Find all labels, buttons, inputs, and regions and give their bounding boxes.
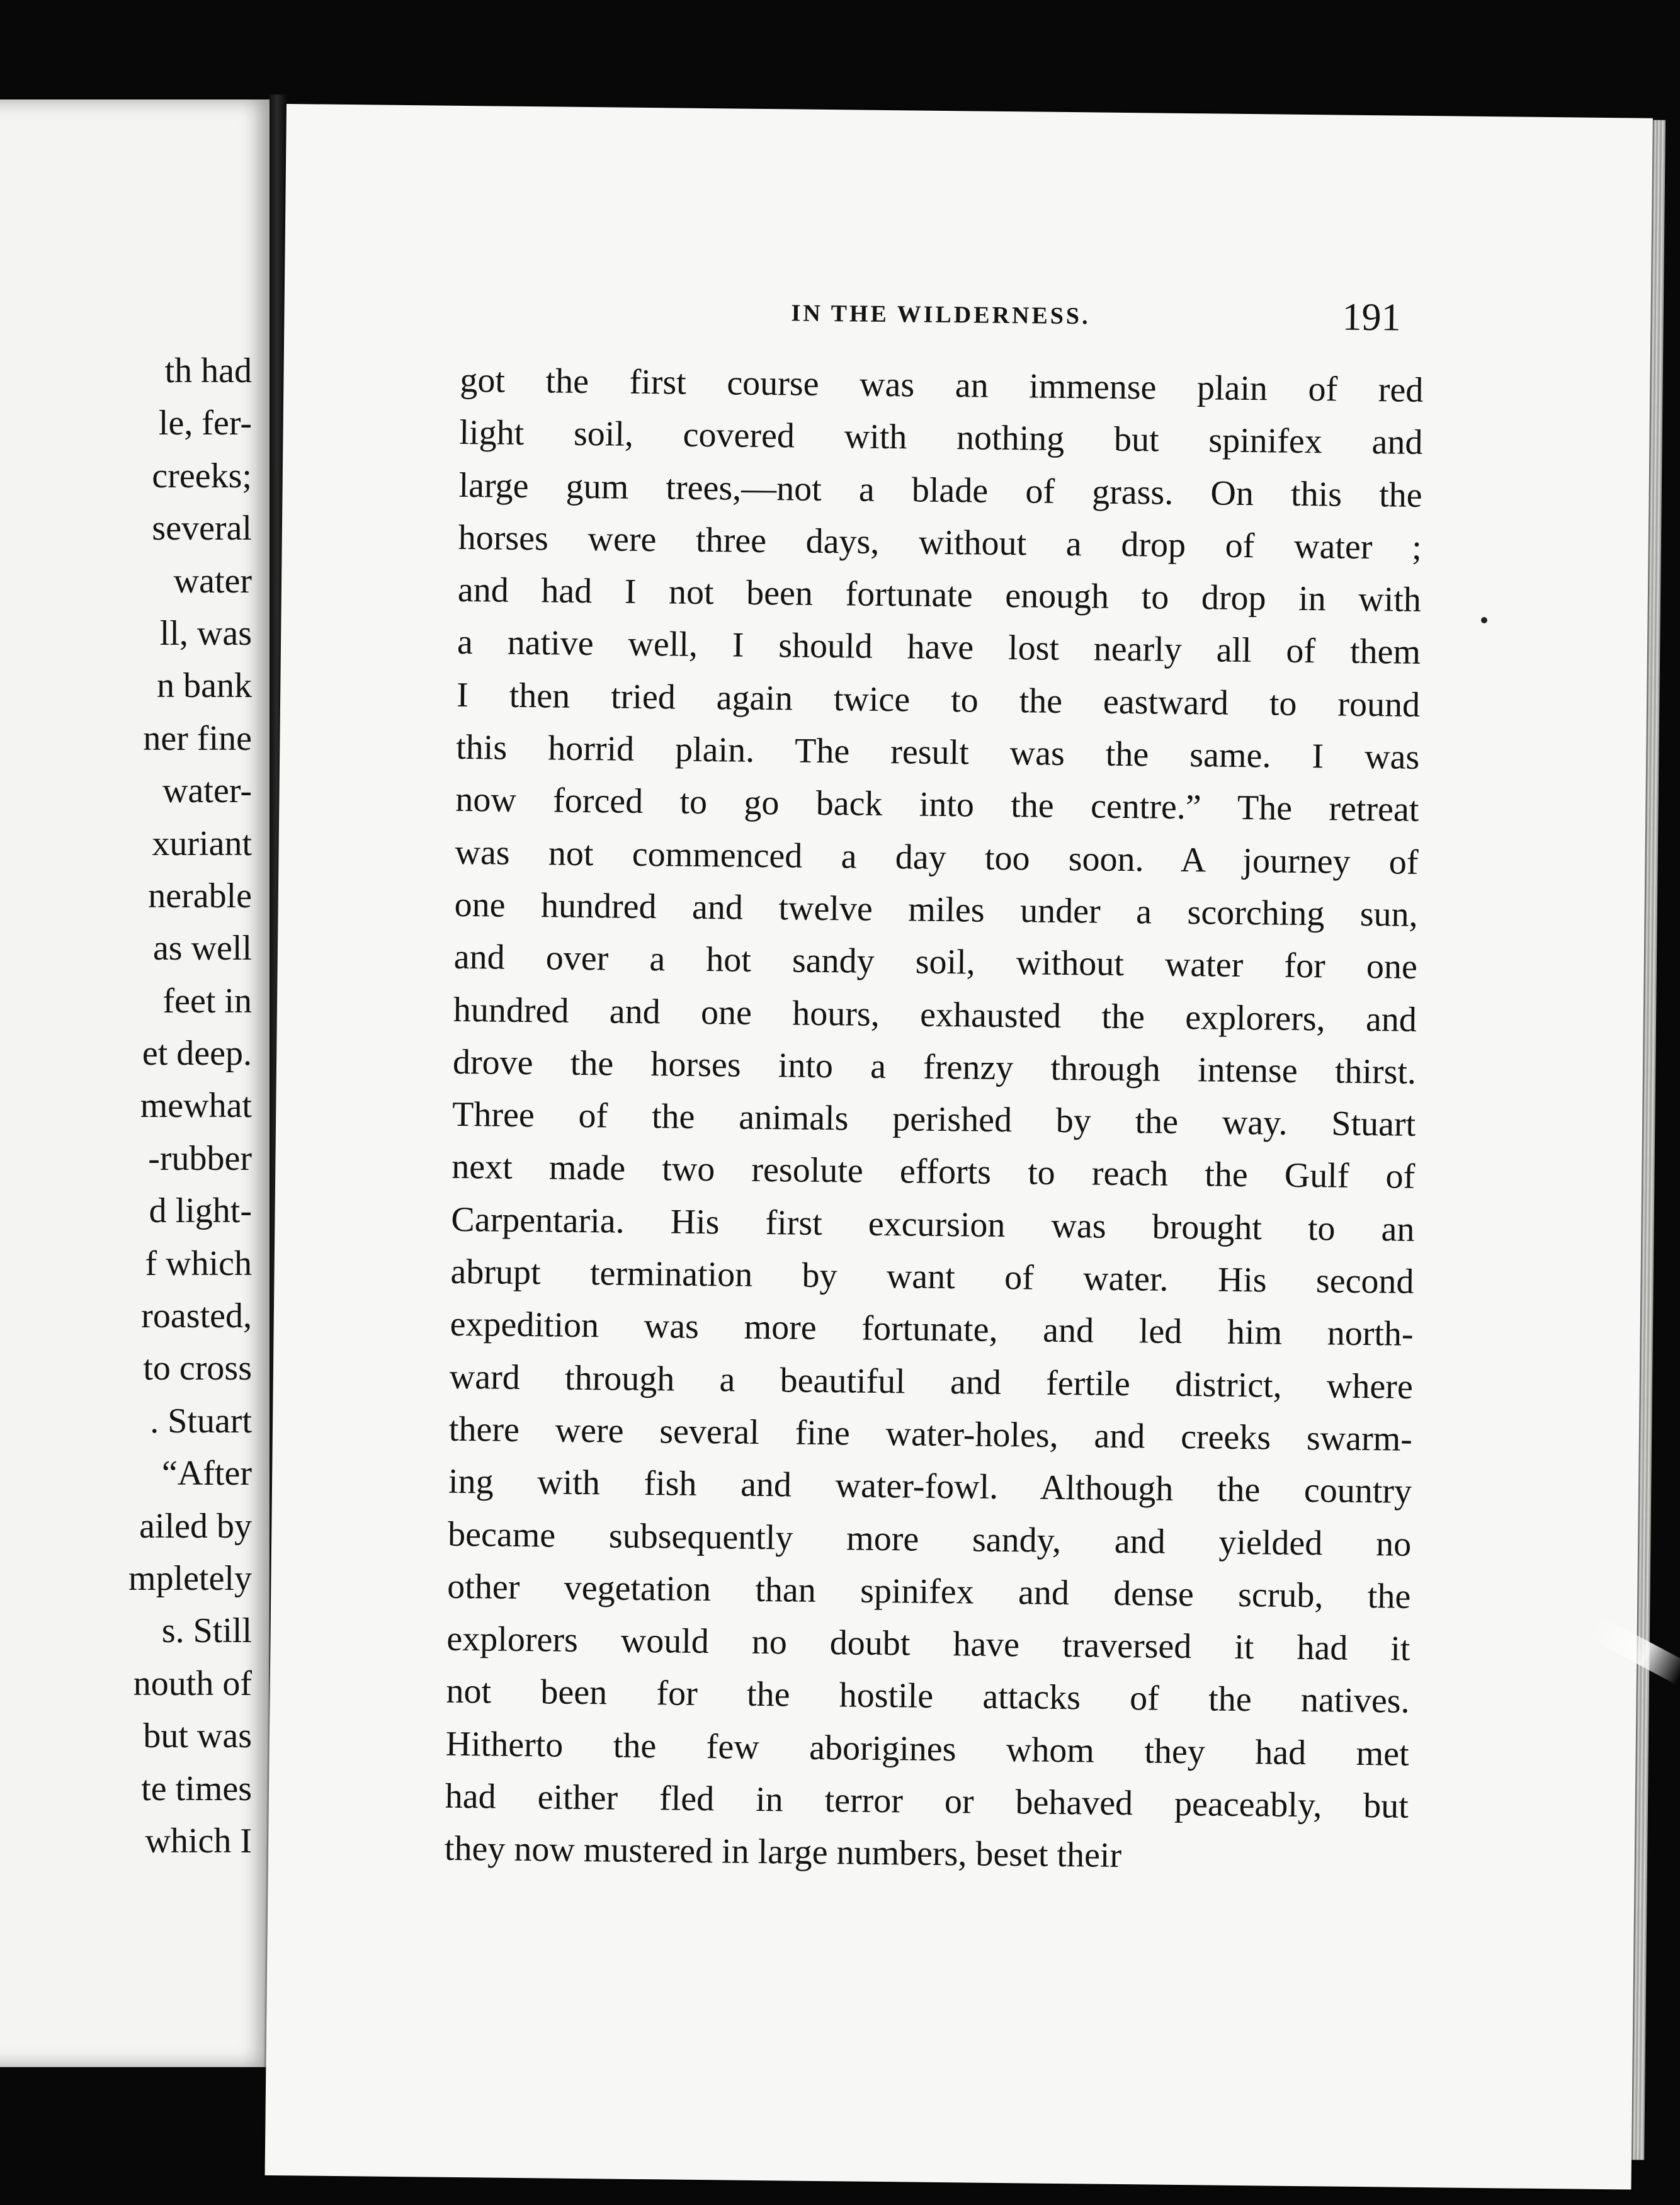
left-line: d light- [149,1191,252,1231]
text-line: large gum trees,—not a blade of grass. On this the [458,465,1422,515]
left-facing-page [0,99,271,2067]
left-line: feet in [162,981,252,1021]
left-line: to cross [143,1349,252,1388]
left-line: . Stuart [150,1401,252,1441]
text-line: had either fled in terror or behaved peaceably, but [445,1776,1409,1826]
dust-speck [1481,617,1487,623]
text-line: became subsequently more sandy, and yielded no [447,1514,1412,1564]
text-line: next made two resolute efforts to reach the Gulf of [451,1147,1416,1197]
text-line: this horrid plain. The result was the same. I was [455,727,1420,777]
text-line: ward through a beautiful and fertile district, where [449,1357,1414,1407]
left-line: which I [145,1821,252,1861]
text-line: light soil, covered with nothing but spinifex and [459,413,1423,463]
page-number: 191 [1342,295,1401,339]
text-line: now forced to go back into the centre.” The retreat [455,780,1419,830]
left-line: roasted, [141,1296,252,1336]
left-line: “After [161,1454,252,1494]
left-line: n bank [157,666,252,706]
left-line: mewhat [140,1086,252,1126]
text-line: abrupt termination by want of water. His second [450,1252,1414,1301]
left-line: but was [143,1716,252,1756]
text-line: one hundred and twelve miles under a scorching sun, [454,885,1418,934]
left-line: le, fer- [158,404,252,443]
left-line: th had [164,351,252,390]
left-line: -rubber [148,1138,252,1178]
left-line: nouth of [133,1664,252,1703]
left-line: te times [141,1769,252,1808]
left-line: ll, was [159,613,252,653]
text-line: Hitherto the few aborigines whom they had met [445,1724,1409,1774]
left-line: xuriant [152,824,252,863]
text-line: expedition was more fortunate, and led him north- [450,1305,1414,1354]
left-line: as well [152,929,252,968]
text-line: drove the horses into a frenzy through intense thirst. [452,1042,1417,1092]
text-line: and over a hot sandy soil, without water for one [453,938,1418,987]
left-line: s. Still [161,1611,252,1651]
text-line: there were several fine water-holes, and creeks swarm- [448,1409,1413,1459]
running-head: IN THE WILDERNESS. [791,300,1091,330]
text-line: got the first course was an immense plain of red [460,360,1424,410]
text-line: I then tried again twice to the eastward to round [456,675,1421,725]
left-line: f which [145,1244,252,1283]
text-line: other vegetation than spinifex and dense scrub, the [447,1567,1411,1616]
left-line: mpletely [128,1558,252,1598]
left-line: creeks; [152,456,252,496]
text-line: horses were three days, without a drop of water ; [458,518,1422,567]
left-line: several [152,509,252,548]
text-line: a native well, I should have lost nearly all of them [457,623,1421,672]
text-line: they now mustered in large numbers, beset their [444,1829,1122,1876]
left-line: et deep. [142,1034,252,1074]
left-line: water [173,561,252,601]
text-line: ing with fish and water-fowl. Although the country [448,1462,1412,1512]
text-line: Three of the animals perished by the way. Stuart [451,1095,1416,1145]
text-line: explorers would no doubt have traversed it had it [446,1619,1410,1669]
left-line: nerable [148,876,252,915]
text-line: and had I not been fortunate enough to drop in with [457,570,1422,620]
body-text [445,354,1424,1885]
text-line: not been for the hostile attacks of the natives. [446,1672,1410,1721]
left-page-text [0,345,252,1868]
left-line: ner fine [143,718,252,758]
text-line: hundred and one hours, exhausted the explorers, and [453,990,1417,1040]
left-line: ailed by [139,1506,252,1546]
text-line: Carpentaria. His first excursion was brought to an [451,1199,1415,1249]
text-line: was not commenced a day too soon. A journey of [455,832,1419,882]
right-page [265,104,1653,2190]
left-line: water- [162,771,252,811]
